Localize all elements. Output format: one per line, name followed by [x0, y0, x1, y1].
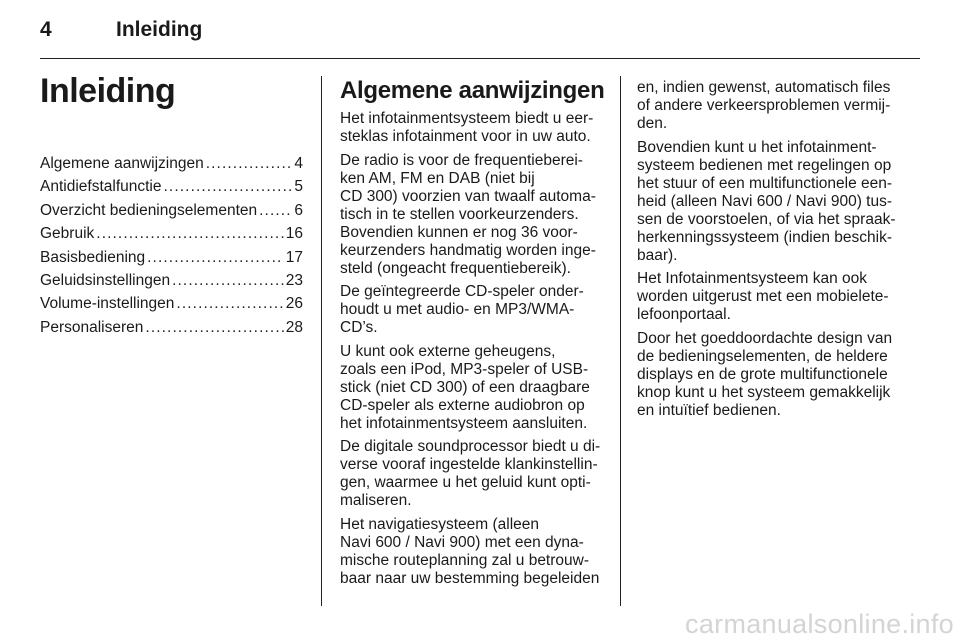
text-line: knop kunt u het systeem gemakkelijk: [637, 383, 891, 401]
toc-entry[interactable]: [40, 199, 303, 222]
toc-entry-page: 16: [285, 225, 303, 243]
text-line: den.: [637, 115, 668, 132]
text-line: De digitale soundprocessor biedt u di-: [340, 438, 601, 455]
text-line: Het Infotainmentsysteem kan ook: [637, 270, 868, 287]
toc-entry-page: 6: [294, 201, 303, 219]
body-paragraph: [340, 438, 600, 510]
text-line: herkenningssysteem (indien beschik-: [637, 228, 893, 246]
body-paragraph: [340, 152, 600, 278]
text-line: de bedieningselementen, de heldere: [637, 347, 888, 365]
toc-entry[interactable]: [40, 246, 303, 269]
text-line: keurzenders handmatig worden inge-: [340, 241, 596, 259]
toc-leader-dots: [206, 152, 293, 175]
text-line: baar).: [637, 246, 678, 264]
text-line: stick (niet CD 300) of een draagbare: [340, 378, 590, 396]
toc-entry-title: Volume-instellingen: [40, 295, 175, 313]
toc-entry[interactable]: [40, 175, 303, 198]
text-line: CD 300) voorzien van twaalf automa-: [340, 187, 596, 205]
toc-entry-title: Geluidsinstellingen: [40, 272, 171, 290]
body-paragraph: [637, 330, 895, 420]
text-line: De radio is voor de frequentieberei-: [340, 151, 583, 169]
body-paragraph: [340, 110, 600, 146]
toc-leader-dots: [176, 292, 283, 315]
page-number: 4: [40, 18, 52, 41]
text-line: heid (alleen Navi 600 / Navi 900) tus-: [637, 192, 893, 210]
table-of-contents: [40, 152, 303, 339]
body-column-middle: [340, 110, 600, 593]
toc-entry-title: Antidiefstalfunctie: [40, 178, 162, 196]
toc-entry[interactable]: [40, 292, 303, 315]
column-divider-right: [620, 76, 621, 606]
toc-entry-page: 4: [294, 155, 303, 172]
text-line: steld (ongeacht frequentiebereik).: [340, 259, 571, 277]
text-line: het stuur of een multifunctionele een-: [637, 174, 893, 192]
text-line: worden uitgerust met een mobielete-: [637, 288, 889, 305]
toc-entry-title: Basisbediening: [40, 248, 146, 266]
body-paragraph: [340, 343, 600, 433]
text-line: Bovendien kunt u het infotainment-: [637, 138, 877, 156]
watermark: carmanualsonline.info: [685, 609, 954, 639]
header-rule: [40, 58, 920, 59]
body-paragraph: [340, 283, 600, 337]
body-paragraph: [637, 139, 895, 265]
toc-leader-dots: [145, 316, 283, 339]
text-line: steklas infotainment voor in uw auto.: [340, 128, 591, 145]
toc-leader-dots: [96, 222, 283, 245]
text-line: verse vooraf ingestelde klankinstellin-: [340, 456, 598, 473]
chapter-title: Inleiding: [40, 72, 176, 110]
text-line: Bovendien kunnen er nog 36 voor-: [340, 223, 578, 241]
text-line: zoals een iPod, MP3-speler of USB-: [340, 360, 589, 378]
body-paragraph: [637, 79, 895, 133]
toc-entry[interactable]: [40, 152, 303, 175]
toc-entry-title: Personaliseren: [40, 318, 144, 336]
text-line: displays en de grote multifunctionele: [637, 365, 888, 383]
body-paragraph: [340, 516, 600, 588]
text-line: het infotainmentsysteem aansluiten.: [340, 414, 588, 432]
text-line: CD-speler als externe audiobron op: [340, 396, 585, 414]
text-line: U kunt ook externe geheugens,: [340, 342, 556, 360]
toc-leader-dots: [164, 175, 293, 198]
text-line: Het navigatiesysteem (alleen: [340, 515, 540, 533]
text-line: en intuïtief bedienen.: [637, 401, 781, 419]
text-line: lefoonportaal.: [637, 306, 731, 323]
text-line: houdt u met audio- en MP3/WMA-: [340, 301, 575, 318]
toc-entry-page: 28: [285, 318, 303, 336]
text-line: Door het goeddoordachte design van: [637, 329, 893, 347]
text-line: CD’s.: [340, 319, 378, 336]
toc-entry-page: 17: [285, 248, 303, 266]
running-title: Inleiding: [116, 18, 203, 41]
toc-leader-dots: [259, 199, 292, 222]
toc-leader-dots: [147, 246, 284, 269]
text-line: baar naar uw bestemming begeleiden: [340, 569, 600, 587]
toc-leader-dots: [172, 269, 284, 292]
text-line: gen, waarmee u het geluid kunt opti-: [340, 474, 591, 491]
text-line: en, indien gewenst, automatisch files: [637, 79, 891, 96]
text-line: Navi 600 / Navi 900) met een dyna-: [340, 533, 584, 551]
toc-entry[interactable]: [40, 316, 303, 339]
toc-entry-page: 26: [285, 295, 303, 313]
toc-entry-page: 23: [285, 272, 303, 290]
text-line: ken AM, FM en DAB (niet bij: [340, 169, 535, 187]
text-line: Het infotainmentsysteem biedt u eer-: [340, 110, 594, 127]
text-line: maliseren.: [340, 492, 412, 509]
text-line: mische routeplanning zal u betrouw-: [340, 551, 589, 569]
body-paragraph: [637, 270, 895, 324]
toc-entry-title: Overzicht bedieningselementen: [40, 201, 258, 219]
text-line: tisch in te stellen voorkeurzenders.: [340, 205, 579, 223]
toc-entry-title: Gebruik: [40, 225, 95, 243]
text-line: of andere verkeersproblemen vermij-: [637, 97, 891, 114]
toc-entry-title: Algemene aanwijzingen: [40, 155, 204, 172]
body-column-right: [637, 79, 895, 425]
text-line: De geïntegreerde CD-speler onder-: [340, 283, 584, 300]
text-line: sen de voorstoelen, of via het spraak-: [637, 210, 896, 228]
toc-entry[interactable]: [40, 269, 303, 292]
section-heading: Algemene aanwijzingen: [340, 77, 605, 104]
toc-entry[interactable]: [40, 222, 303, 245]
column-divider-left: [321, 76, 322, 606]
text-line: systeem bedienen met regelingen op: [637, 156, 892, 174]
toc-entry-page: 5: [294, 178, 303, 196]
